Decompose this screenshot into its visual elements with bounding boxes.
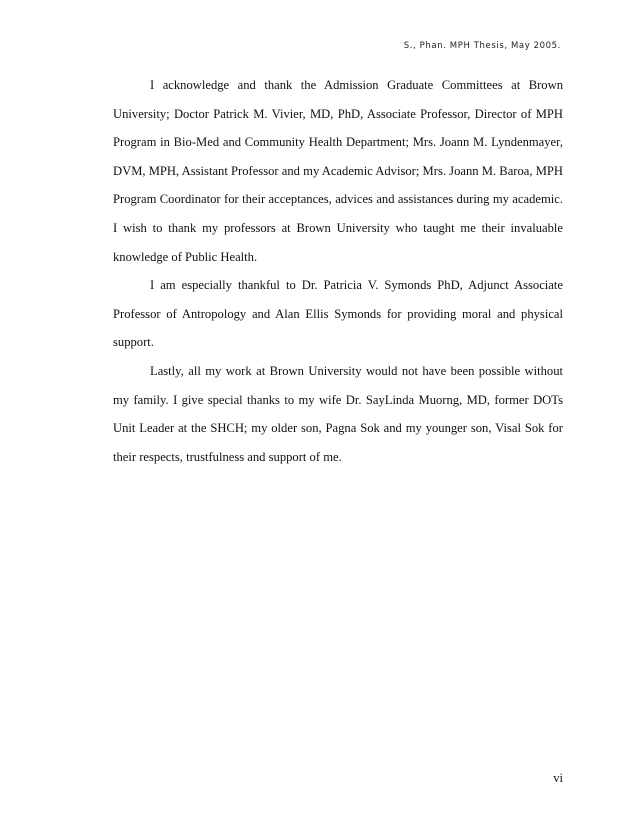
paragraph-family-thanks: Lastly, all my work at Brown University would not have been possible without my family. I give special thanks to my wife Dr. SayLinda Muorng, MD, former DOTs Unit Leader at the SHCH; my older son, Pagna Sok and my younger son, Visal Sok for their respects, trustfulness and support of me. [113,363,563,464]
running-header: S., Phan. MPH Thesis, May 2005. [403,41,561,51]
page-number: vi [553,771,563,785]
acknowledgement-body [113,71,563,471]
paragraph-admission-committee: I acknowledge and thank the Admission Graduate Committees at Brown University; Doctor Patrick M. Vivier, MD, PhD, Associate Professor, Director of MPH Program in Bio-Med and Community Health Department; Mrs. Joann M. Lyndenmayer, DVM, MPH, Assistant Professor and my Academic Advisor; Mrs. Joann M. Baroa, MPH Program Coordinator for their acceptances, advices and assistances during my academic. I wish to thank my professors at Brown University who taught me their invaluable knowledge of Public Health. [113,78,563,264]
paragraph-symonds-thanks: I am especially thankful to Dr. Patricia V. Symonds PhD, Adjunct Associate Professor of Antropology and Alan Ellis Symonds for providing moral and physical support. [113,278,563,350]
